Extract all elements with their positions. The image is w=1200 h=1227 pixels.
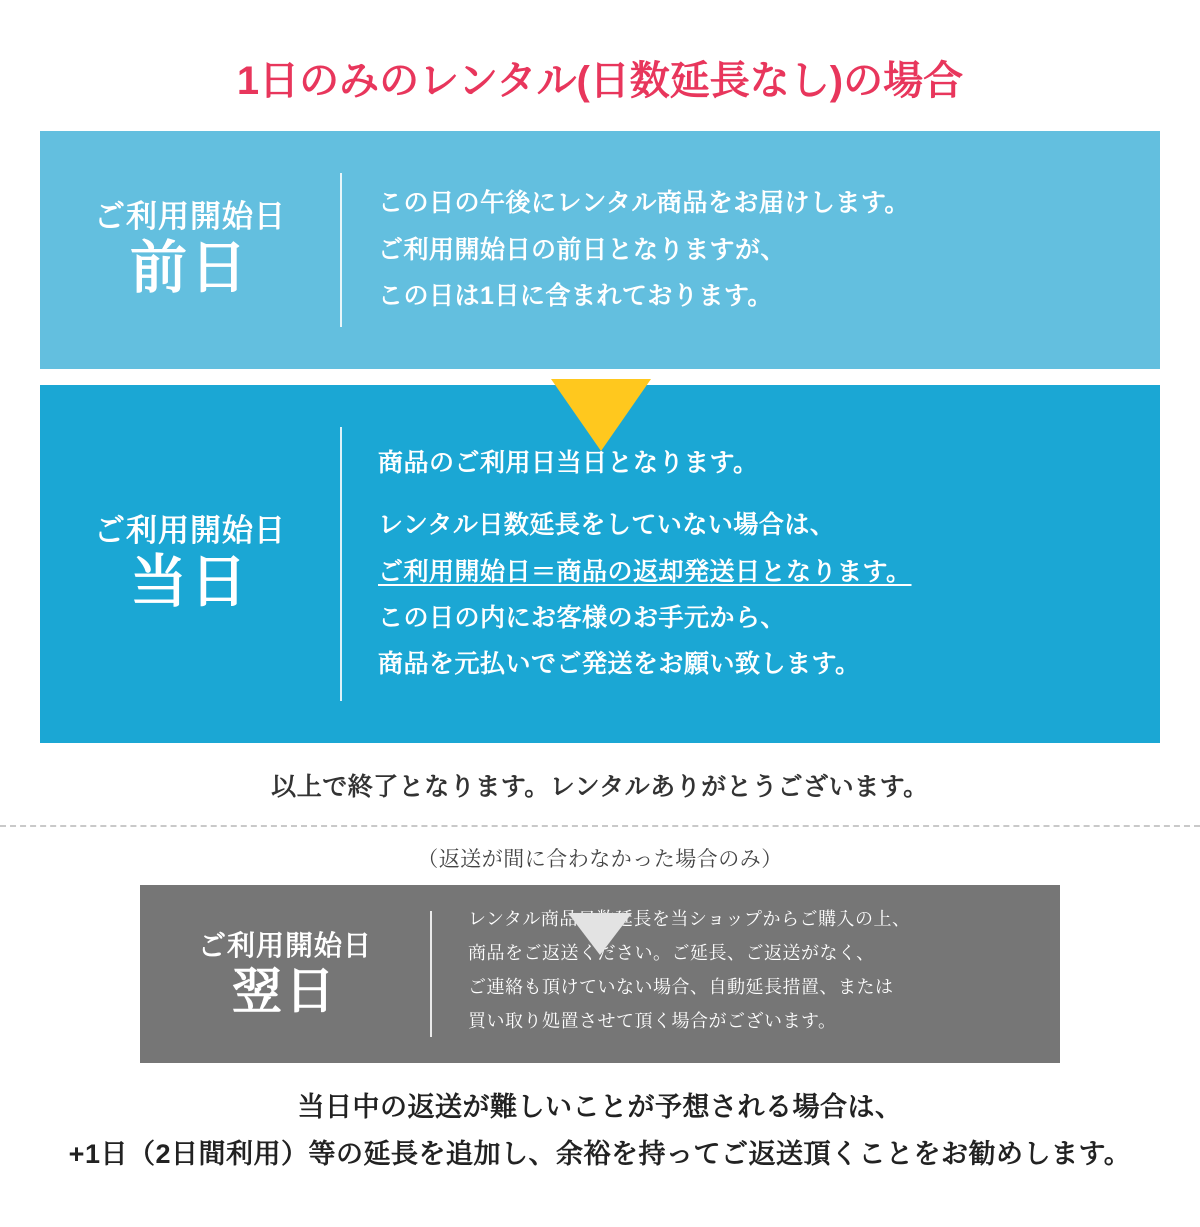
footer-note	[0, 1085, 1200, 1171]
panel-next-day-label: ご利用開始日	[197, 929, 372, 961]
panel-next-day-day: 翌日	[232, 962, 338, 1019]
panel-previous-day-left	[40, 198, 340, 302]
panel-next-day-line-2: 商品をご返送ください。ご延長、ご返送がなく、	[468, 942, 875, 963]
panel-same-day-line-1: 商品のご利用日当日となります。	[378, 449, 759, 478]
panel-same-day-line-2: レンタル日数延長をしていない場合は、	[378, 511, 836, 540]
panel-next-day-line-4: 買い取り処置させて頂く場合がございます。	[468, 1010, 837, 1031]
panel-same-day-line-3: ご利用開始日＝商品の返却発送日となります。	[378, 557, 912, 586]
panel-previous-day-right	[342, 185, 1160, 314]
panel-next-day-line-1: レンタル商品日数延長を当ショップからご購入の上、	[468, 908, 911, 929]
panel-previous-day-line-1: この日の午後にレンタル商品をお届けします。	[378, 189, 910, 218]
panel-same-day-right	[342, 445, 1160, 682]
footer-line-2: +1日（2日間利用）等の延長を追加し、余裕を持ってご返送頂くことをお勧めします。	[68, 1138, 1132, 1169]
panel-next-day-line-3: ご連絡も頂けていない場合、自動延長措置、または	[468, 976, 894, 997]
footer-line-1: 当日中の返送が難しいことが予想される場合は、	[297, 1091, 903, 1122]
panel-next-day-left	[140, 928, 430, 1021]
down-arrow-secondary-icon	[568, 913, 632, 955]
panel-previous-day	[40, 131, 1160, 369]
panel-previous-day-line-2: ご利用開始日の前日となりますが、	[378, 235, 787, 264]
panel-previous-day-label: ご利用開始日	[94, 198, 286, 234]
closing-text: 以上で終了となります。レンタルありがとうございます。	[271, 772, 929, 801]
down-arrow-icon	[551, 379, 651, 451]
panel-previous-day-line-3: この日は1日に含まれております。	[378, 281, 773, 310]
panel-same-day-line-4: この日の内にお客様のお手元から、	[378, 603, 787, 632]
panel-next-day	[140, 885, 1060, 1063]
page-title: 1日のみのレンタル(日数延長なし)の場合	[236, 58, 964, 103]
panel-same-day-label: ご利用開始日	[94, 512, 286, 548]
panel-next-day-right	[432, 906, 1060, 1042]
panel-previous-day-day: 前日	[130, 236, 250, 301]
infographic-page	[0, 27, 1200, 1227]
panel-same-day-line-5: 商品を元払いでご発送をお願い致します。	[378, 650, 861, 679]
panel-same-day-day: 当日	[130, 550, 250, 615]
panel-same-day-left	[40, 512, 340, 616]
note-text: （返送が間に合わなかった場合のみ）	[417, 847, 783, 871]
section-divider	[0, 825, 1200, 827]
